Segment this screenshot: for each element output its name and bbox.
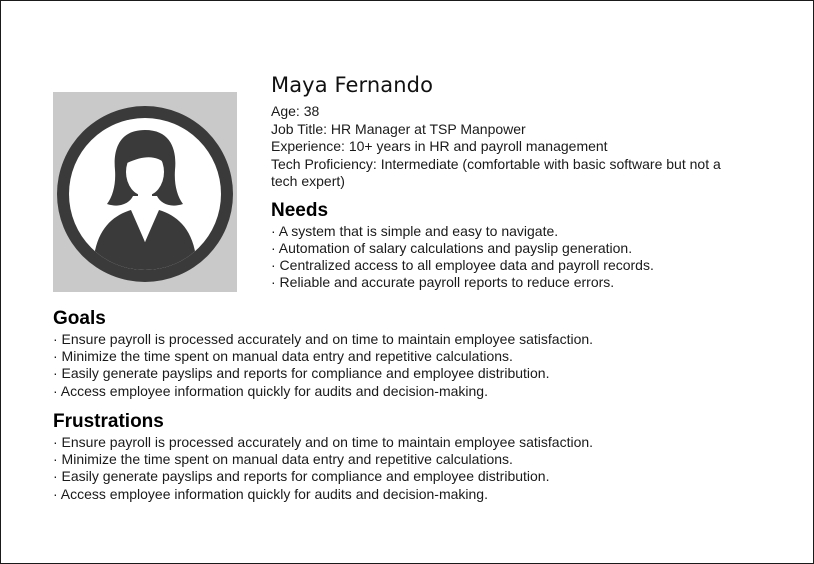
goals-item: · Ensure payroll is processed accurately and on time to maintain employee satisfaction.	[53, 331, 594, 347]
persona-name: Maya Fernando	[271, 73, 434, 97]
avatar	[53, 92, 237, 292]
goals-item: · Minimize the time spent on manual data entry and repetitive calculations.	[53, 348, 513, 365]
frustrations-section	[53, 410, 793, 503]
persona-info	[271, 71, 791, 291]
frustrations-heading: Frustrations	[53, 411, 164, 432]
woman-user-icon	[53, 92, 237, 292]
persona-age: Age: 38	[271, 103, 320, 119]
goals-heading: Goals	[53, 308, 106, 329]
persona-tech-proficiency: Tech Proficiency: Intermediate (comfortable with basic software but not a	[271, 155, 721, 172]
needs-item: · Reliable and accurate payroll reports to reduce errors.	[271, 274, 615, 291]
needs-item: · Centralized access to all employee data and payroll records.	[271, 256, 654, 273]
goals-item: · Easily generate payslips and reports for compliance and employee distribution.	[53, 365, 550, 382]
needs-item: · Automation of salary calculations and payslip generation.	[271, 239, 633, 256]
needs-heading: Needs	[271, 199, 329, 221]
persona-tech-proficiency-cont: tech expert)	[271, 173, 345, 189]
goals-section	[53, 307, 793, 400]
persona-experience: Experience: 10+ years in HR and payroll management	[271, 138, 608, 154]
frustrations-item: · Access employee information quickly for audits and decision-making.	[53, 485, 488, 502]
frustrations-item: · Ensure payroll is processed accurately and on time to maintain employee satisfaction.	[53, 434, 594, 450]
frustrations-item: · Minimize the time spent on manual data entry and repetitive calculations.	[53, 451, 513, 468]
persona-job-title: Job Title: HR Manager at TSP Manpower	[271, 120, 526, 137]
goals-item: · Access employee information quickly for audits and decision-making.	[53, 382, 488, 399]
frustrations-item: · Easily generate payslips and reports for compliance and employee distribution.	[53, 468, 550, 485]
needs-item: · A system that is simple and easy to navigate.	[271, 222, 559, 239]
